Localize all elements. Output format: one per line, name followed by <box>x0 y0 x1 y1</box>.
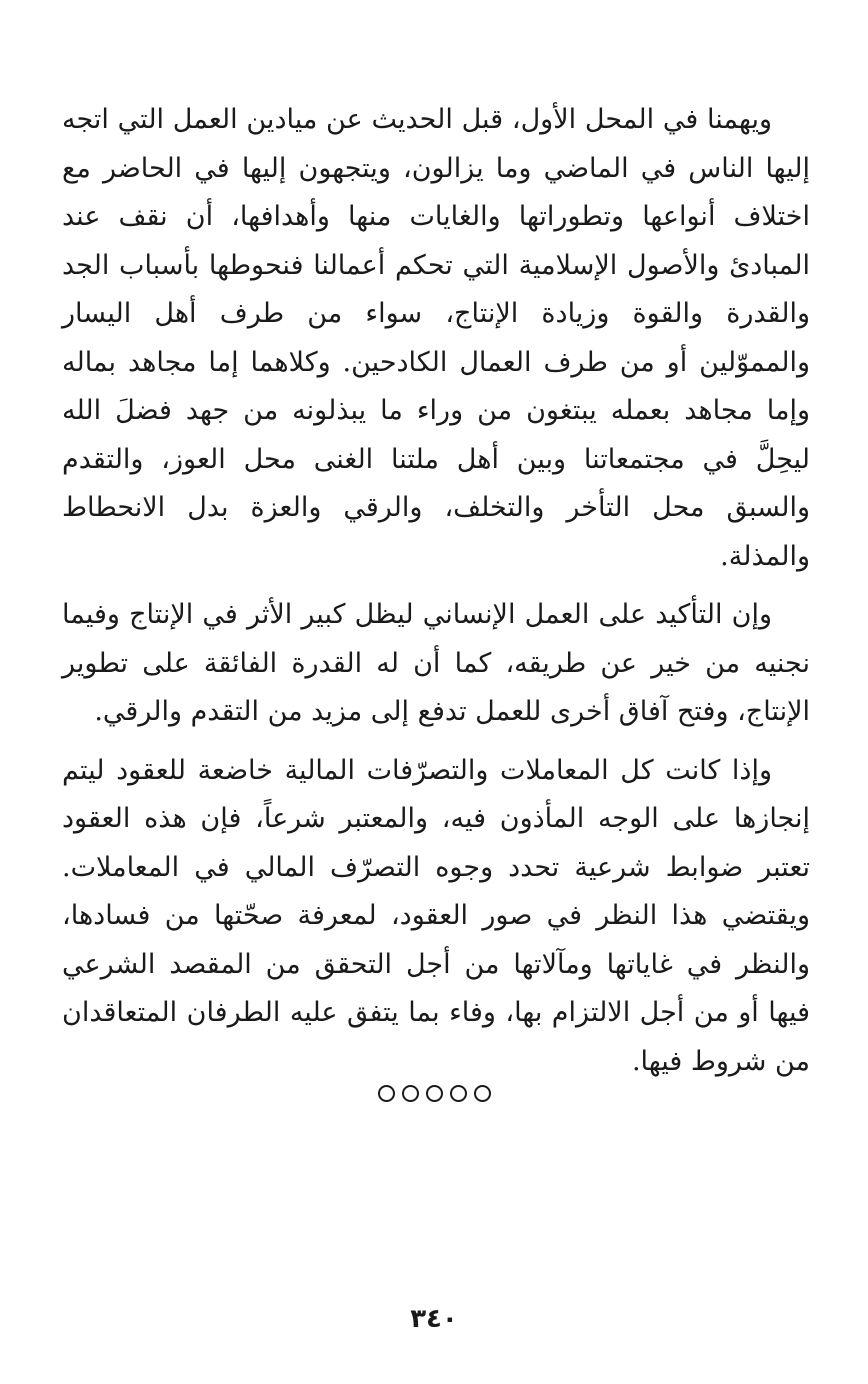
paragraph-3: وإذا كانت كل المعاملات والتصرّفات المالية خاضعة للعقود ليتم إنجازها على الوجه المأذون فيه، والمعتبر شرعاً، فإن هذه العقود تعتبر ضوابط شرعية تحدد وجوه التصرّف المالي في المعاملات. ويقتضي هذا النظر في صور العقود، لمعرفة صحّتها من فسادها، والنظر في غاياتها ومآلاتها من أجل التحقق من المقصد الشرعي فيها أو من أجل الالتزام بها، وفاء بما يتفق عليه الطرفان المتعاقدان من شروط فيها. <box>62 754 810 1077</box>
page-number: ٣٤٠ <box>410 1304 458 1334</box>
paragraph-1: ويهمنا في المحل الأول، قبل الحديث عن ميادين العمل التي اتجه إليها الناس في الماضي وما يزالون، ويتجهون إليها في الحاضر مع اختلاف أنواعها وتطوراتها والغايات منها وأهدافها، أن نقف عند المبادئ والأصول الإسلامية التي تحكم أعمالنا فنحوطها بأسباب الجد والقدرة والقوة وزيادة الإنتاج، سواء من طرف أهل اليسار والمموّلين أو من طرف العمال الكادحين. وكلاهما إما مجاهد بماله وإما مجاهد بعمله يبتغون من وراء ما يبذلونه من جهد فضلَ الله ليحِلَّ في مجتمعاتنا وبين أهل ملتنا الغنى محل العوز، والتقدم والسبق محل التأخر والتخلف، والرقي والعزة بدل الانحطاط والمذلة. <box>62 104 810 572</box>
section-separator <box>0 1085 868 1102</box>
circle-ornament-icon <box>402 1085 419 1102</box>
circle-ornament-icon <box>426 1085 443 1102</box>
body-text <box>62 96 810 1096</box>
circle-ornament-icon <box>450 1085 467 1102</box>
paragraph-2: وإن التأكيد على العمل الإنساني ليظل كبير الأثر في الإنتاج وفيما نجنيه من خير عن طريقه، كما أن له القدرة الفائقة على تطوير الإنتاج، وفتح آفاق أخرى للعمل تدفع إلى مزيد من التقدم والرقي. <box>62 599 810 727</box>
circle-ornament-icon <box>378 1085 395 1102</box>
circle-ornament-icon <box>474 1085 491 1102</box>
